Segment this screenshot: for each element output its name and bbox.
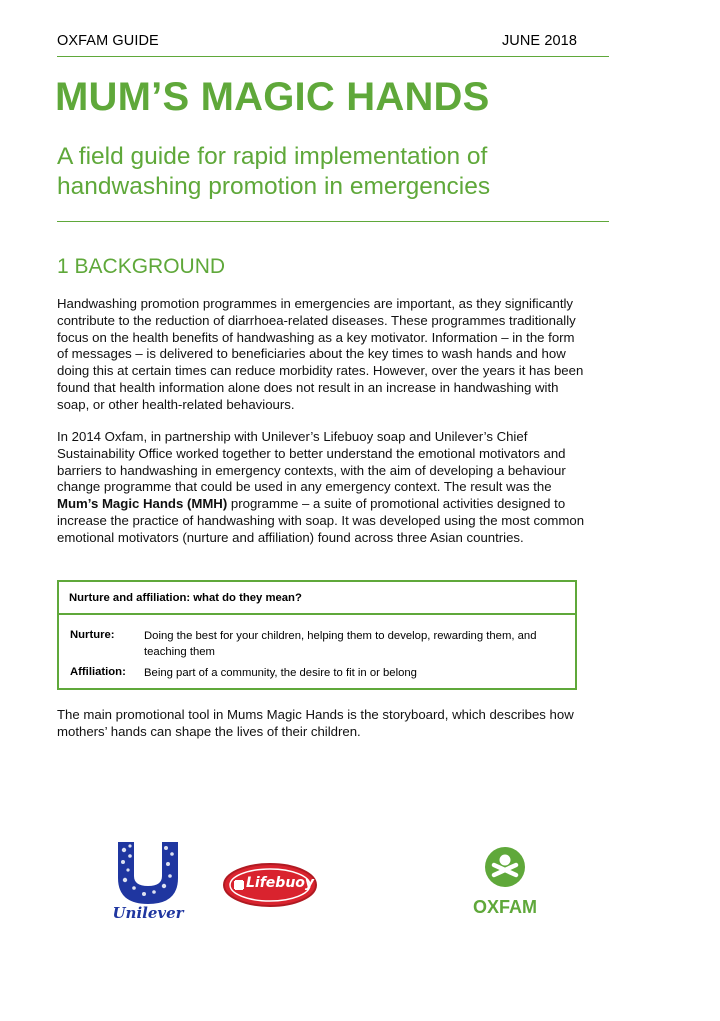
section-heading: 1 BACKGROUND	[57, 255, 226, 278]
document-title: MUM’S MAGIC HANDS	[55, 75, 490, 119]
lifebuoy-logo	[222, 862, 318, 908]
paragraph-2	[57, 429, 585, 547]
definition-box-title: Nurture and affiliation: what do they mean?	[69, 592, 302, 604]
header-date: JUNE 2018	[501, 33, 577, 49]
definition-box	[57, 580, 577, 690]
unilever-logo	[108, 838, 188, 930]
oxfam-logo	[470, 845, 540, 921]
programme-name: Mum’s Magic Hands (MMH)	[57, 496, 228, 512]
definition-text-affiliation: Being part of a community, the desire to fit in or belong	[144, 667, 417, 679]
title-divider	[57, 221, 609, 222]
definition-box-header	[59, 582, 575, 615]
definition-label-affiliation: Affiliation:	[70, 666, 126, 678]
definition-text-nurture: Doing the best for your children, helping them to develop, rewarding them, and teaching them	[144, 630, 537, 658]
document-subtitle: A field guide for rapid implementation of handwashing promotion in emergencies	[57, 143, 491, 200]
oxfam-circle-icon	[470, 845, 540, 891]
unilever-u-icon	[108, 838, 188, 906]
lifebuoy-wordmark: Lifebuoy	[246, 875, 315, 891]
unilever-wordmark: Unilever	[112, 904, 184, 922]
header-label: OXFAM GUIDE	[57, 33, 159, 49]
oxfam-wordmark: OXFAM	[472, 897, 537, 917]
paragraph-1: Handwashing promotion programmes in emergencies are important, as they significantly contribute to the reduction of diarrhoea-related diseases. These programmes traditionally focus on the health benefits of handwashing as a key motivator. Information – in the form of messages – is delivered to beneficiaries about the key times to wash hands and how doing this at certain times can reduce morbidity rates. However, over the years it has been found that health information alone does not result in an increase in handwashing with soap, or other health-related behaviours.	[57, 296, 584, 412]
paragraph-2-text-end: programme – a suite of promotional activities designed to increase the practice of handwashing with soap. It was developed using the most common emotional motivators (nurture and affiliation) found across three Asian countries.	[57, 496, 585, 545]
paragraph-3: The main promotional tool in Mums Magic Hands is the storyboard, which describes how mothers’ hands can shape the lives of their children.	[57, 707, 574, 739]
paragraph-2-text-start: In 2014 Oxfam, in partnership with Unilever’s Lifebuoy soap and Unilever’s Chief Sustainability Office worked together to better understand the emotional motivators and barriers to handwashing in emergency contexts, with the aim of developing a behaviour change programme that could be used in any emergency context. The result was the	[57, 429, 566, 495]
header-divider	[57, 56, 609, 57]
definition-label-nurture: Nurture:	[70, 629, 115, 641]
